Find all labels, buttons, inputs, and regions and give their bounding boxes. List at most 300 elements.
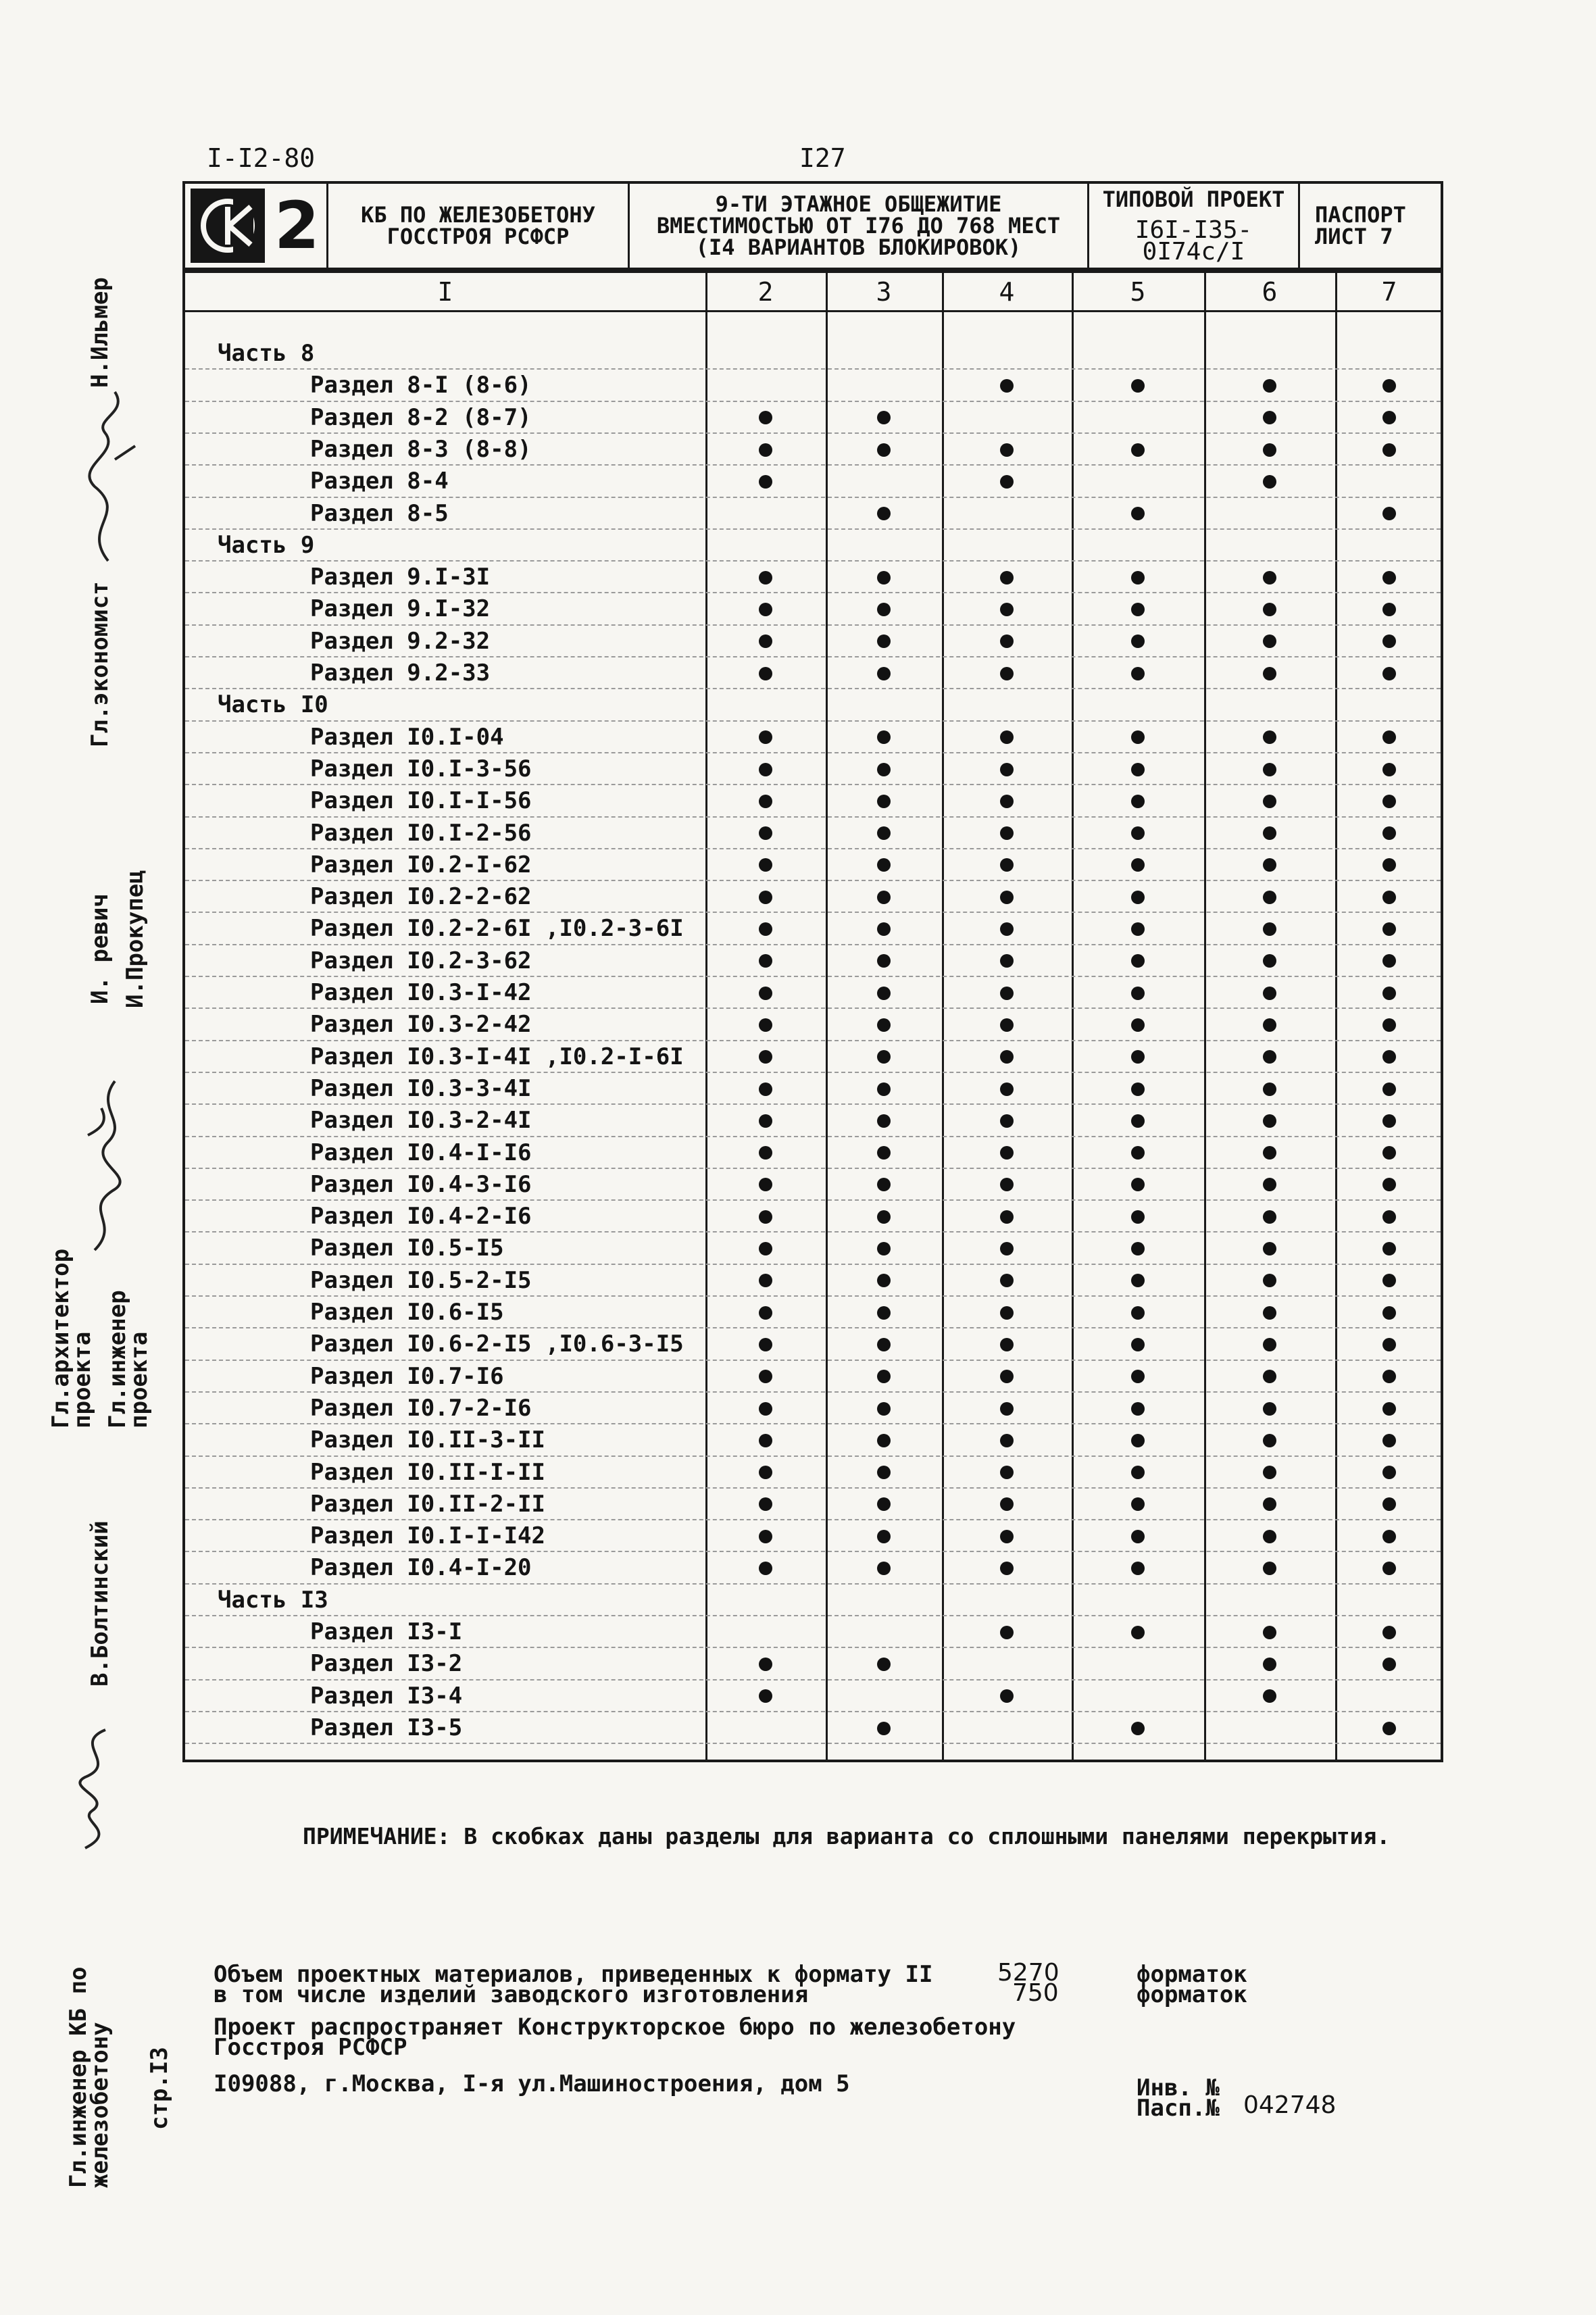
project-label: ТИПОВОЙ ПРОЕКТ <box>1102 186 1285 212</box>
unit-2: форматок <box>1137 1981 1247 2008</box>
mark-dot <box>1131 1050 1145 1064</box>
mark-dot <box>1131 1146 1145 1160</box>
mark-dot <box>1000 987 1014 1000</box>
mark-dot <box>1382 730 1396 744</box>
mark-dot <box>1263 922 1276 936</box>
mark-dot <box>1382 922 1396 936</box>
mark-dot <box>759 1082 772 1096</box>
mark-dot <box>1382 379 1396 393</box>
mark-dot <box>1382 1082 1396 1096</box>
mark-dot <box>1263 1306 1276 1320</box>
mark-dot <box>759 1114 772 1128</box>
mark-dot <box>1000 1306 1014 1320</box>
section-label: Раздел I3-5 <box>310 1714 463 1741</box>
section-label: Раздел I0.4-I-20 <box>310 1554 532 1582</box>
mark-dot <box>877 1274 891 1287</box>
mark-dot <box>1000 1082 1014 1096</box>
mark-dot <box>1382 1562 1396 1575</box>
section-label: Раздел I3-2 <box>310 1650 463 1678</box>
mark-dot <box>1382 795 1396 808</box>
mark-dot <box>759 730 772 744</box>
mark-dot <box>1382 603 1396 616</box>
mark-dot <box>759 1434 772 1447</box>
mark-dot <box>1000 826 1014 840</box>
mark-dot <box>1263 1338 1276 1351</box>
distributor-line-1: Проект распространяет Конструкторское бюро по железобетону <box>214 2014 1016 2041</box>
mark-dot <box>877 1658 891 1671</box>
mark-dot <box>1382 954 1396 968</box>
mark-dot <box>759 475 772 489</box>
section-label: Раздел I0.5-2-I5 <box>310 1266 532 1294</box>
section-label: Раздел 9.2-33 <box>310 659 491 687</box>
mark-dot <box>1131 1434 1145 1447</box>
mark-dot <box>877 1018 891 1032</box>
section-label: Раздел I0.I-I-56 <box>310 787 532 815</box>
column-number-6: 6 <box>1262 277 1278 307</box>
title-line-1: 9-ТИ ЭТАЖНОЕ ОБЩЕЖИТИЕ <box>715 191 1002 217</box>
mark-dot <box>1263 954 1276 968</box>
mark-dot <box>877 1242 891 1255</box>
section-label: Раздел I0.5-I5 <box>310 1235 504 1262</box>
mark-dot <box>1263 379 1276 393</box>
address: I09088, г.Москва, I-я ул.Машиностроения, дом 5 <box>214 2070 850 2097</box>
mark-dot <box>1131 954 1145 968</box>
mark-dot <box>1263 1530 1276 1543</box>
mark-dot <box>1382 1338 1396 1351</box>
mark-dot <box>877 634 891 648</box>
mark-dot <box>1382 1722 1396 1735</box>
mark-dot <box>877 1402 891 1416</box>
mark-dot <box>1131 1274 1145 1287</box>
mark-dot <box>877 826 891 840</box>
section-label: Раздел I0.6-2-I5 ,I0.6-3-I5 <box>310 1330 684 1358</box>
mark-dot <box>759 1242 772 1255</box>
organization-cell <box>328 184 630 268</box>
mark-dot <box>1000 954 1014 968</box>
chief-engineer-kb-label: Гл.инженер КБ по железобетону <box>65 1966 114 2188</box>
mark-dot <box>877 571 891 584</box>
mark-dot <box>759 1530 772 1543</box>
logo-cell <box>185 184 328 268</box>
mark-dot <box>1382 1466 1396 1479</box>
mark-dot <box>1000 1497 1014 1511</box>
section-label: Раздел I0.7-I6 <box>310 1362 504 1390</box>
mark-dot <box>759 411 772 424</box>
mark-dot <box>1263 443 1276 457</box>
mark-dot <box>1263 1562 1276 1575</box>
unit-1: форматок <box>1137 1961 1247 1988</box>
column-number-7: 7 <box>1381 277 1397 307</box>
row-divider <box>185 528 1441 530</box>
ck-logo-icon <box>191 189 265 263</box>
mark-dot <box>1382 891 1396 904</box>
passport-number-value: 042748 <box>1243 2091 1337 2119</box>
signature-economist-icon <box>68 378 149 568</box>
part-heading: Часть 8 <box>218 340 315 367</box>
mark-dot <box>759 763 772 776</box>
mark-dot <box>1263 1658 1276 1671</box>
passport-label: ПАСПОРТ <box>1315 202 1406 228</box>
mark-dot <box>1382 667 1396 680</box>
mark-dot <box>1131 763 1145 776</box>
section-label: Раздел I0.3-I-4I ,I0.2-I-6I <box>310 1043 684 1070</box>
signature-boltinsky-icon <box>58 1723 132 1851</box>
section-label: Раздел I0.4-I-I6 <box>310 1139 532 1166</box>
mark-dot <box>1382 1658 1396 1671</box>
mark-dot <box>1263 1466 1276 1479</box>
mark-dot <box>1000 1050 1014 1064</box>
mark-dot <box>1263 571 1276 584</box>
mark-dot <box>759 826 772 840</box>
mark-dot <box>759 1497 772 1511</box>
mark-dot <box>1263 1050 1276 1064</box>
organization-line-2: ГОССТРОЯ РСФСР <box>386 224 570 249</box>
mark-dot <box>1131 443 1145 457</box>
mark-dot <box>1131 634 1145 648</box>
mark-dot <box>759 603 772 616</box>
mark-dot <box>1000 443 1014 457</box>
mark-dot <box>1263 1242 1276 1255</box>
mark-dot <box>1263 826 1276 840</box>
mark-dot <box>1131 1018 1145 1032</box>
mark-dot <box>1382 1402 1396 1416</box>
mark-dot <box>1000 1689 1014 1703</box>
mark-dot <box>1000 634 1014 648</box>
section-label: Раздел 8-I (8-6) <box>310 372 532 399</box>
mark-dot <box>1382 1626 1396 1639</box>
mark-dot <box>759 858 772 872</box>
mark-dot <box>1263 987 1276 1000</box>
mark-dot <box>1263 1402 1276 1416</box>
mark-dot <box>1131 1466 1145 1479</box>
mark-dot <box>1263 1114 1276 1128</box>
mark-dot <box>1000 379 1014 393</box>
mark-dot <box>1263 411 1276 424</box>
section-label: Раздел I0.3-I-42 <box>310 979 532 1006</box>
mark-dot <box>1000 475 1014 489</box>
mark-dot <box>1263 667 1276 680</box>
mark-dot <box>1000 1018 1014 1032</box>
note-text: ПРИМЕЧАНИЕ: В скобках даны разделы для варианта со сплошными панелями перекрытия. <box>303 1823 1391 1849</box>
mark-dot <box>877 730 891 744</box>
chief-engineer-label: Гл.инженер проекта <box>104 1290 153 1428</box>
mark-dot <box>1000 1242 1014 1255</box>
mark-dot <box>1131 922 1145 936</box>
section-label: Раздел I0.2-2-6I ,I0.2-3-6I <box>310 915 684 943</box>
mark-dot <box>877 1434 891 1447</box>
mark-dot <box>759 1178 772 1191</box>
mark-dot <box>1263 1370 1276 1383</box>
chief-economist-name: Н.Ильмер <box>86 277 114 388</box>
mark-dot <box>1131 1370 1145 1383</box>
mark-dot <box>759 634 772 648</box>
mark-dot <box>877 1722 891 1735</box>
mark-dot <box>1131 1402 1145 1416</box>
mark-dot <box>1000 1530 1014 1543</box>
mark-dot <box>1382 1050 1396 1064</box>
section-label: Раздел 9.I-3I <box>310 564 491 591</box>
project-cell <box>1089 184 1300 268</box>
column-number-5: 5 <box>1130 277 1146 307</box>
section-label: Раздел I3-4 <box>310 1682 463 1710</box>
row-divider <box>185 688 1441 690</box>
logo-number: 2 <box>274 188 320 264</box>
mark-dot <box>1131 891 1145 904</box>
row-divider <box>185 1743 1441 1745</box>
distributor-line-2: Госстроя РСФСР <box>214 2034 407 2061</box>
part-heading: Часть I3 <box>218 1586 328 1614</box>
mark-dot <box>759 954 772 968</box>
mark-dot <box>877 1146 891 1160</box>
mark-dot <box>1382 411 1396 424</box>
mark-dot <box>1263 891 1276 904</box>
mark-dot <box>1382 571 1396 584</box>
mark-dot <box>1131 507 1145 520</box>
mark-dot <box>759 891 772 904</box>
mark-dot <box>1000 1402 1014 1416</box>
mark-dot <box>1382 987 1396 1000</box>
mark-dot <box>1131 571 1145 584</box>
mark-dot <box>1000 1114 1014 1128</box>
section-label: Раздел I0.4-2-I6 <box>310 1203 532 1230</box>
mark-dot <box>1131 987 1145 1000</box>
mark-dot <box>1000 571 1014 584</box>
mark-dot <box>1382 1114 1396 1128</box>
part-heading: Часть 9 <box>218 531 315 559</box>
project-number: I6I-I35-0I74с/I <box>1134 216 1253 266</box>
chief-architect-label: Гл.архитектор проекта <box>47 1248 96 1428</box>
mark-dot <box>759 1466 772 1479</box>
mark-dot <box>1263 1178 1276 1191</box>
mark-dot <box>1000 922 1014 936</box>
mark-dot <box>1000 763 1014 776</box>
title-cell <box>630 184 1089 268</box>
mark-dot <box>1000 667 1014 680</box>
title-line-2: ВМЕСТИМОСТЬЮ ОТ I76 ДО 768 МЕСТ <box>656 213 1061 239</box>
page-number: I27 <box>799 143 846 173</box>
section-label: Раздел I3-I <box>310 1618 463 1645</box>
section-label: Раздел I0.II-2-II <box>310 1490 545 1518</box>
mark-dot <box>1131 1722 1145 1735</box>
section-label: Раздел 8-5 <box>310 499 449 527</box>
inventory-label: Инв. № <box>1137 2074 1220 2101</box>
volume-value-1: 5270 <box>997 1959 1059 1987</box>
mark-dot <box>759 667 772 680</box>
mark-dot <box>1263 858 1276 872</box>
mark-dot <box>877 667 891 680</box>
mark-dot <box>1382 1497 1396 1511</box>
mark-dot <box>1000 1338 1014 1351</box>
mark-dot <box>877 1306 891 1320</box>
section-label: Раздел I0.I-2-56 <box>310 819 532 847</box>
mark-dot <box>1131 1082 1145 1096</box>
mark-dot <box>1000 1146 1014 1160</box>
mark-dot <box>759 1370 772 1383</box>
mark-dot <box>1382 1146 1396 1160</box>
page-reference: стр.I3 <box>146 2047 173 2130</box>
mark-dot <box>1382 826 1396 840</box>
mark-dot <box>1263 1434 1276 1447</box>
mark-dot <box>877 1370 891 1383</box>
mark-dot <box>1131 1306 1145 1320</box>
mark-dot <box>1131 1210 1145 1224</box>
volume-line-2: в том числе изделий заводского изготовления <box>214 1981 809 2008</box>
mark-dot <box>1382 1018 1396 1032</box>
mark-dot <box>1382 858 1396 872</box>
mark-dot <box>1263 634 1276 648</box>
mark-dot <box>1131 858 1145 872</box>
mark-dot <box>877 1530 891 1543</box>
mark-dot <box>759 1562 772 1575</box>
mark-dot <box>1382 1242 1396 1255</box>
chief-economist-label: Гл.экономист <box>86 581 114 747</box>
section-label: Раздел I0.I-3-56 <box>310 755 532 782</box>
mark-dot <box>877 1466 891 1479</box>
mark-dot <box>1000 1274 1014 1287</box>
contents-table <box>182 270 1443 1762</box>
mark-dot <box>1000 1434 1014 1447</box>
mark-dot <box>1382 1274 1396 1287</box>
mark-dot <box>1000 1626 1014 1639</box>
mark-dot <box>1000 603 1014 616</box>
mark-dot <box>1263 1274 1276 1287</box>
mark-dot <box>1263 1626 1276 1639</box>
partial-name: И. ревич <box>86 893 114 1004</box>
chief-engineer-name: И.Прокупец <box>122 870 149 1008</box>
mark-dot <box>1000 1466 1014 1479</box>
part-heading: Часть I0 <box>218 691 328 719</box>
mark-dot <box>877 954 891 968</box>
mark-dot <box>759 1146 772 1160</box>
mark-dot <box>1000 1210 1014 1224</box>
mark-dot <box>877 1210 891 1224</box>
sheet-label: ЛИСТ 7 <box>1315 224 1393 249</box>
mark-dot <box>1382 1370 1396 1383</box>
mark-dot <box>759 1210 772 1224</box>
mark-dot <box>1000 795 1014 808</box>
mark-dot <box>1131 826 1145 840</box>
row-divider <box>185 1583 1441 1585</box>
column-number-2: 2 <box>757 277 774 307</box>
mark-dot <box>1131 1530 1145 1543</box>
mark-dot <box>759 1689 772 1703</box>
mark-dot <box>1263 1210 1276 1224</box>
mark-dot <box>759 987 772 1000</box>
column-number-4: 4 <box>999 277 1015 307</box>
mark-dot <box>877 507 891 520</box>
section-label: Раздел I0.6-I5 <box>310 1299 504 1326</box>
mark-dot <box>1000 730 1014 744</box>
mark-dot <box>877 891 891 904</box>
mark-dot <box>1382 634 1396 648</box>
mark-dot <box>1131 1626 1145 1639</box>
section-label: Раздел 8-4 <box>310 468 449 495</box>
boltinsky-name: В.Болтинский <box>86 1520 114 1687</box>
mark-dot <box>1263 1018 1276 1032</box>
mark-dot <box>1263 795 1276 808</box>
mark-dot <box>1131 379 1145 393</box>
title-block <box>182 181 1443 270</box>
mark-dot <box>877 1082 891 1096</box>
mark-dot <box>1131 1242 1145 1255</box>
mark-dot <box>1263 1082 1276 1096</box>
mark-dot <box>1131 730 1145 744</box>
mark-dot <box>877 795 891 808</box>
mark-dot <box>877 922 891 936</box>
mark-dot <box>1263 730 1276 744</box>
section-label: Раздел I0.II-I-II <box>310 1458 545 1486</box>
mark-dot <box>1263 1497 1276 1511</box>
mark-dot <box>1263 1146 1276 1160</box>
mark-dot <box>1382 1306 1396 1320</box>
mark-dot <box>759 795 772 808</box>
section-label: Раздел I0.2-I-62 <box>310 851 532 878</box>
document-code: I-I2-80 <box>207 143 316 173</box>
section-label: Раздел I0.4-3-I6 <box>310 1170 532 1198</box>
column-number-3: 3 <box>876 277 892 307</box>
section-label: Раздел 9.2-32 <box>310 627 491 655</box>
volume-value-2: 750 <box>1012 1979 1059 2007</box>
mark-dot <box>1382 1178 1396 1191</box>
mark-dot <box>877 1497 891 1511</box>
mark-dot <box>1000 1178 1014 1191</box>
section-label: Раздел I0.II-3-II <box>310 1426 545 1454</box>
column-number-1: I <box>437 277 453 307</box>
mark-dot <box>759 922 772 936</box>
mark-dot <box>759 443 772 457</box>
mark-dot <box>759 1050 772 1064</box>
passport-number-label: Пасп.№ <box>1137 2095 1220 2122</box>
mark-dot <box>759 1274 772 1287</box>
section-label: Раздел 9.I-32 <box>310 595 491 623</box>
mark-dot <box>1131 603 1145 616</box>
signature-engineer-icon <box>68 1054 149 1257</box>
mark-dot <box>1382 1210 1396 1224</box>
mark-dot <box>1000 1370 1014 1383</box>
mark-dot <box>877 1114 891 1128</box>
mark-dot <box>759 1306 772 1320</box>
mark-dot <box>1382 443 1396 457</box>
section-label: Раздел I0.2-2-62 <box>310 883 532 911</box>
organization-line-1: КБ ПО ЖЕЛЕЗОБЕТОНУ <box>361 202 595 228</box>
section-label: Раздел 8-2 (8-7) <box>310 403 532 431</box>
mark-dot <box>1131 1497 1145 1511</box>
section-label: Раздел I0.I-04 <box>310 723 504 751</box>
mark-dot <box>877 411 891 424</box>
mark-dot <box>877 443 891 457</box>
mark-dot <box>1000 1562 1014 1575</box>
volume-line-1: Объем проектных материалов, приведенных к формату II <box>214 1961 933 1988</box>
mark-dot <box>1263 1689 1276 1703</box>
mark-dot <box>1131 1338 1145 1351</box>
mark-dot <box>1263 763 1276 776</box>
section-label: Раздел I0.7-2-I6 <box>310 1394 532 1422</box>
mark-dot <box>759 571 772 584</box>
mark-dot <box>759 1658 772 1671</box>
passport-cell <box>1300 184 1441 268</box>
mark-dot <box>877 1178 891 1191</box>
mark-dot <box>877 858 891 872</box>
mark-dot <box>1131 1178 1145 1191</box>
mark-dot <box>877 603 891 616</box>
mark-dot <box>1263 475 1276 489</box>
section-label: Раздел I0.3-2-4I <box>310 1107 532 1135</box>
section-label: Раздел 8-3 (8-8) <box>310 435 532 463</box>
mark-dot <box>1382 507 1396 520</box>
section-label: Раздел I0.3-2-42 <box>310 1011 532 1039</box>
section-label: Раздел I0.3-3-4I <box>310 1074 532 1102</box>
title-line-3: (I4 ВАРИАНТОВ БЛОКИРОВОК) <box>695 234 1022 260</box>
